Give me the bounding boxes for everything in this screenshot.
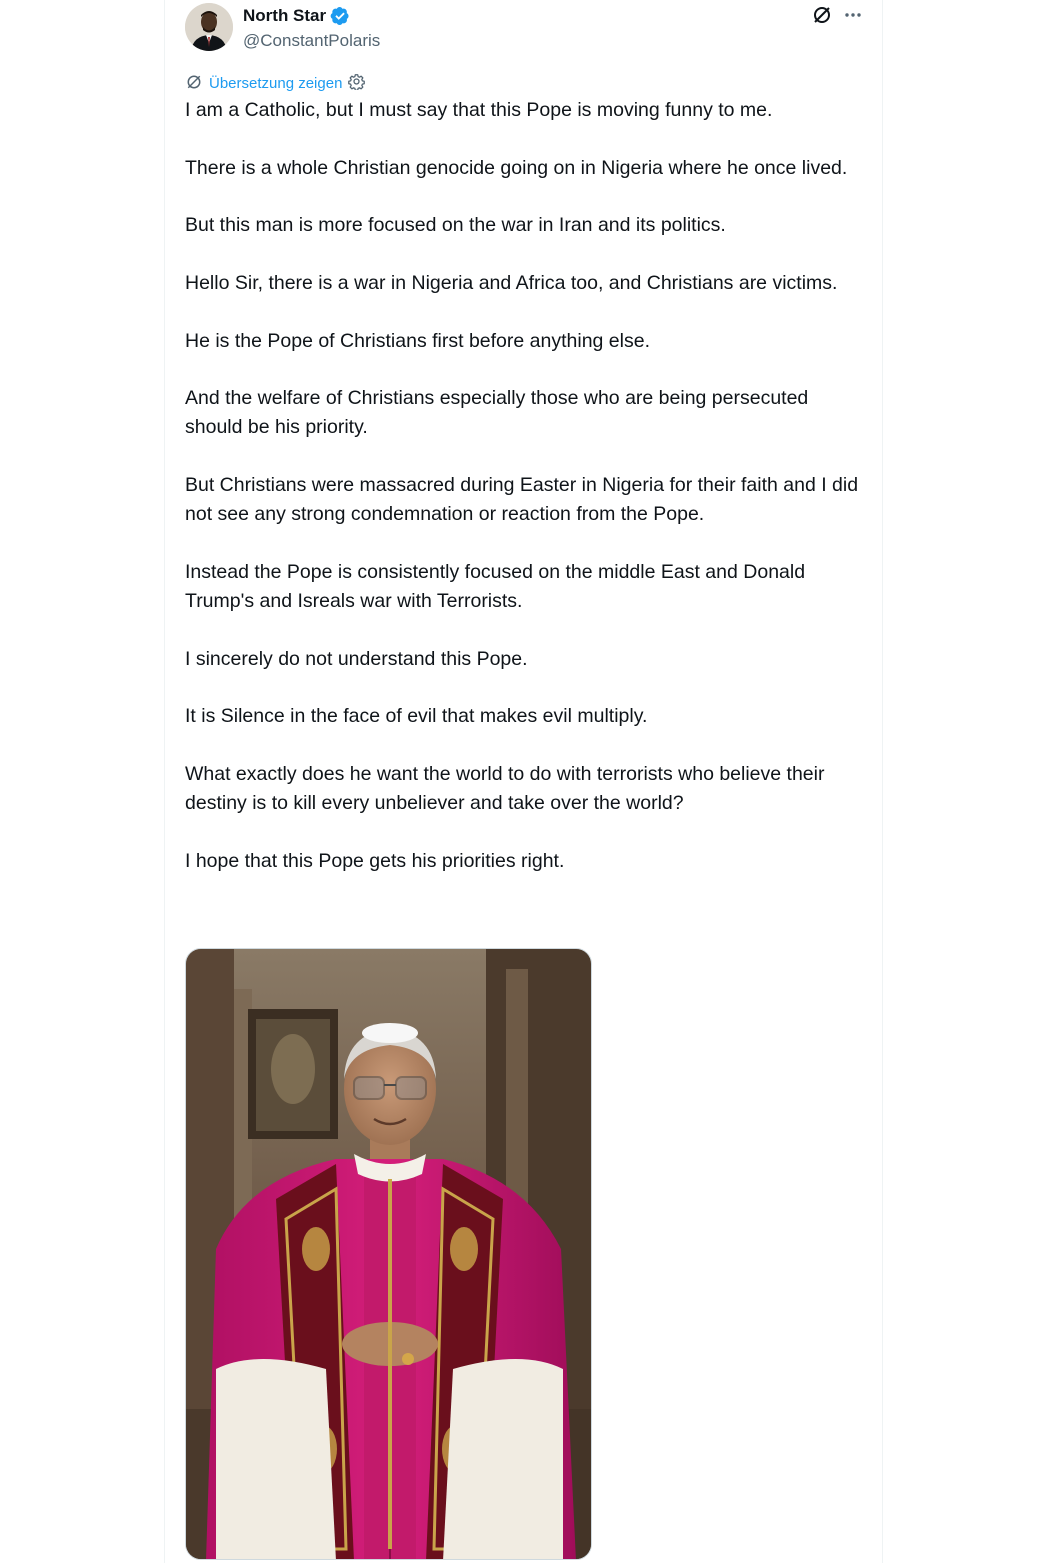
tweet-paragraph: I am a Catholic, but I must say that this Pope is moving funny to me. [185, 99, 773, 121]
grok-icon[interactable] [811, 4, 833, 31]
tweet-paragraph: I sincerely do not understand this Pope. [185, 647, 528, 670]
avatar[interactable] [185, 3, 233, 51]
tweet-paragraph: It is Silence in the face of evil that makes evil multiply. [185, 705, 648, 728]
tweet-paragraph: There is a whole Christian genocide going on in Nigeria where he once lived. [185, 156, 848, 179]
author-handle[interactable]: @ConstantPolaris [243, 31, 381, 50]
tweet-paragraph: Instead the Pope is consistently focused on the middle East and Donald Trump's and Isreals war with Terrorists. [185, 560, 806, 612]
author-display-name[interactable]: North Star [243, 6, 327, 25]
tweet-photo[interactable] [185, 948, 592, 1560]
tweet-paragraph: But Christians were massacred during Easter in Nigeria for their faith and I did not see any strong condemnation or reaction from the Pope. [185, 474, 859, 526]
verified-badge-icon[interactable] [330, 6, 350, 26]
more-button[interactable] [839, 3, 867, 31]
grok-button[interactable] [808, 3, 836, 31]
tweet-column [164, 0, 883, 1563]
author-name-row[interactable] [243, 5, 350, 27]
pope-portrait-image [186, 949, 592, 1560]
translate-icon[interactable] [185, 73, 203, 96]
tweet-paragraph: Hello Sir, there is a war in Nigeria and Africa too, and Christians are victims. [185, 272, 838, 295]
tweet-paragraph: But this man is more focused on the war in Iran and its politics. [185, 214, 726, 237]
more-icon[interactable] [843, 5, 863, 30]
tweet-text [185, 96, 870, 876]
tweet-paragraph: He is the Pope of Christians first before anything else. [185, 329, 650, 352]
tweet-paragraph: I hope that this Pope gets his priorities right. [185, 849, 565, 872]
tweet-paragraph: And the welfare of Christians especially those who are being persecuted should be his priority. [185, 387, 809, 439]
gear-icon[interactable] [348, 73, 365, 95]
tweet-paragraph: What exactly does he want the world to do with terrorists who believe their destiny is to kill every unbeliever and take over the world? [185, 762, 825, 814]
show-translation-link[interactable]: Übersetzung zeigen [209, 75, 343, 92]
translate-row[interactable] [185, 73, 365, 95]
